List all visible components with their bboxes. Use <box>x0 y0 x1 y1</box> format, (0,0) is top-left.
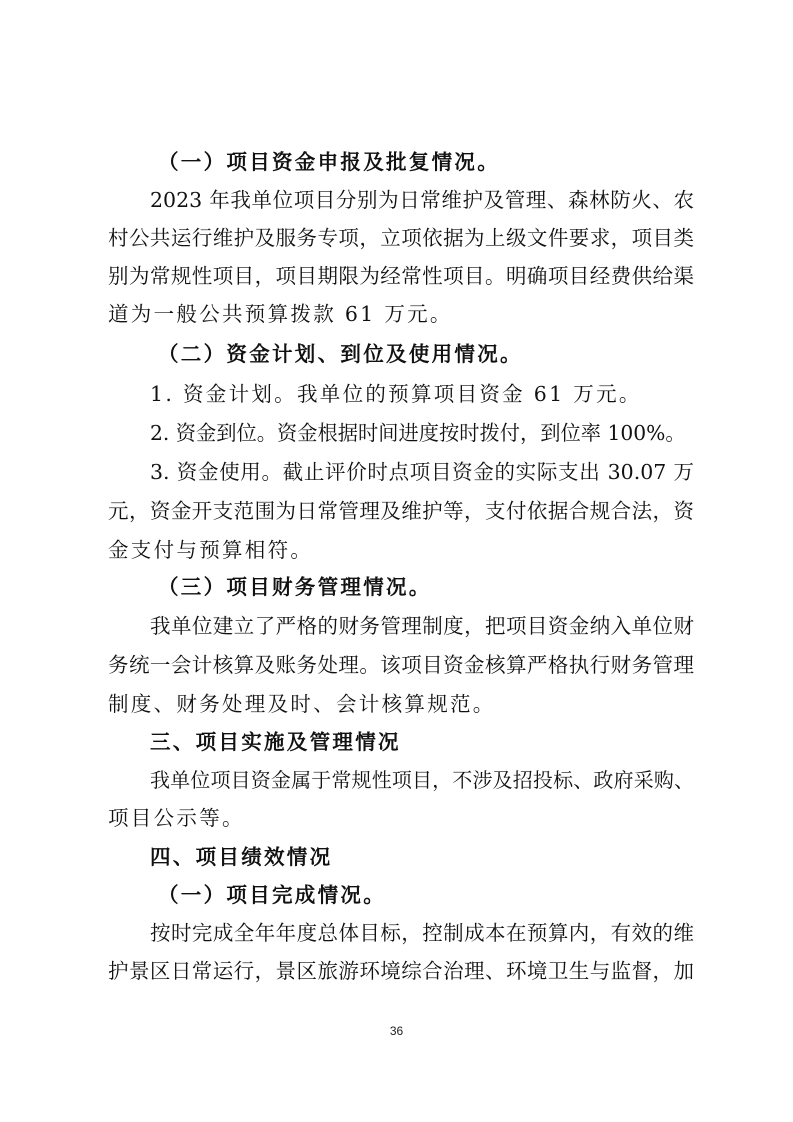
paragraph-line: 我单位建立了严格的财务管理制度，把项目资金纳入单位财 <box>150 614 694 638</box>
paragraph-line: 村公共运行维护及服务专项，立项依据为上级文件要求，项目类 <box>108 226 694 250</box>
section-heading-financial-management: （三）项目财务管理情况。 <box>158 575 432 599</box>
page-number: 36 <box>389 1024 404 1038</box>
chapter-heading-implementation: 三、项目实施及管理情况 <box>150 730 401 754</box>
list-item-fund-arrival: 2. 资金到位。资金根据时间进度按时拨付，到位率 100%。 <box>150 421 686 445</box>
paragraph-line: 2023 年我单位项目分别为日常维护及管理、森林防火、农 <box>150 188 694 212</box>
paragraph-line: 元，资金开支范围为日常管理及维护等，支付依据合规合法，资 <box>108 499 694 523</box>
section-heading-completion: （一）项目完成情况。 <box>158 883 386 907</box>
paragraph-line: 按时完成全年年度总体目标，控制成本在预算内，有效的维 <box>150 921 694 945</box>
paragraph-line: 务统一会计核算及账务处理。该项目资金核算严格执行财务管理 <box>108 653 694 677</box>
paragraph-line: 制度、财务处理及时、会计核算规范。 <box>108 692 496 716</box>
paragraph-line: 金支付与预算相符。 <box>108 538 314 562</box>
paragraph-line: 项目公示等。 <box>108 806 245 830</box>
paragraph-line: 别为常规性项目，项目期限为经常性项目。明确项目经费供给渠 <box>108 264 694 288</box>
paragraph-line: 护景区日常运行，景区旅游环境综合治理、环境卫生与监督，加 <box>108 959 694 983</box>
paragraph-line: 我单位项目资金属于常规性项目，不涉及招投标、政府采购、 <box>150 768 694 792</box>
chapter-heading-performance: 四、项目绩效情况 <box>150 845 333 869</box>
list-item-fund-usage: 3. 资金使用。截止评价时点项目资金的实际支出 30.07 万 <box>150 460 694 484</box>
paragraph-line: 道为一般公共预算拨款 61 万元。 <box>108 302 453 326</box>
section-heading-funding-approval: （一）项目资金申报及批复情况。 <box>158 150 500 174</box>
section-heading-fund-plan: （二）资金计划、到位及使用情况。 <box>158 342 523 366</box>
list-item-fund-plan: 1. 资金计划。我单位的预算项目资金 61 万元。 <box>150 382 642 406</box>
